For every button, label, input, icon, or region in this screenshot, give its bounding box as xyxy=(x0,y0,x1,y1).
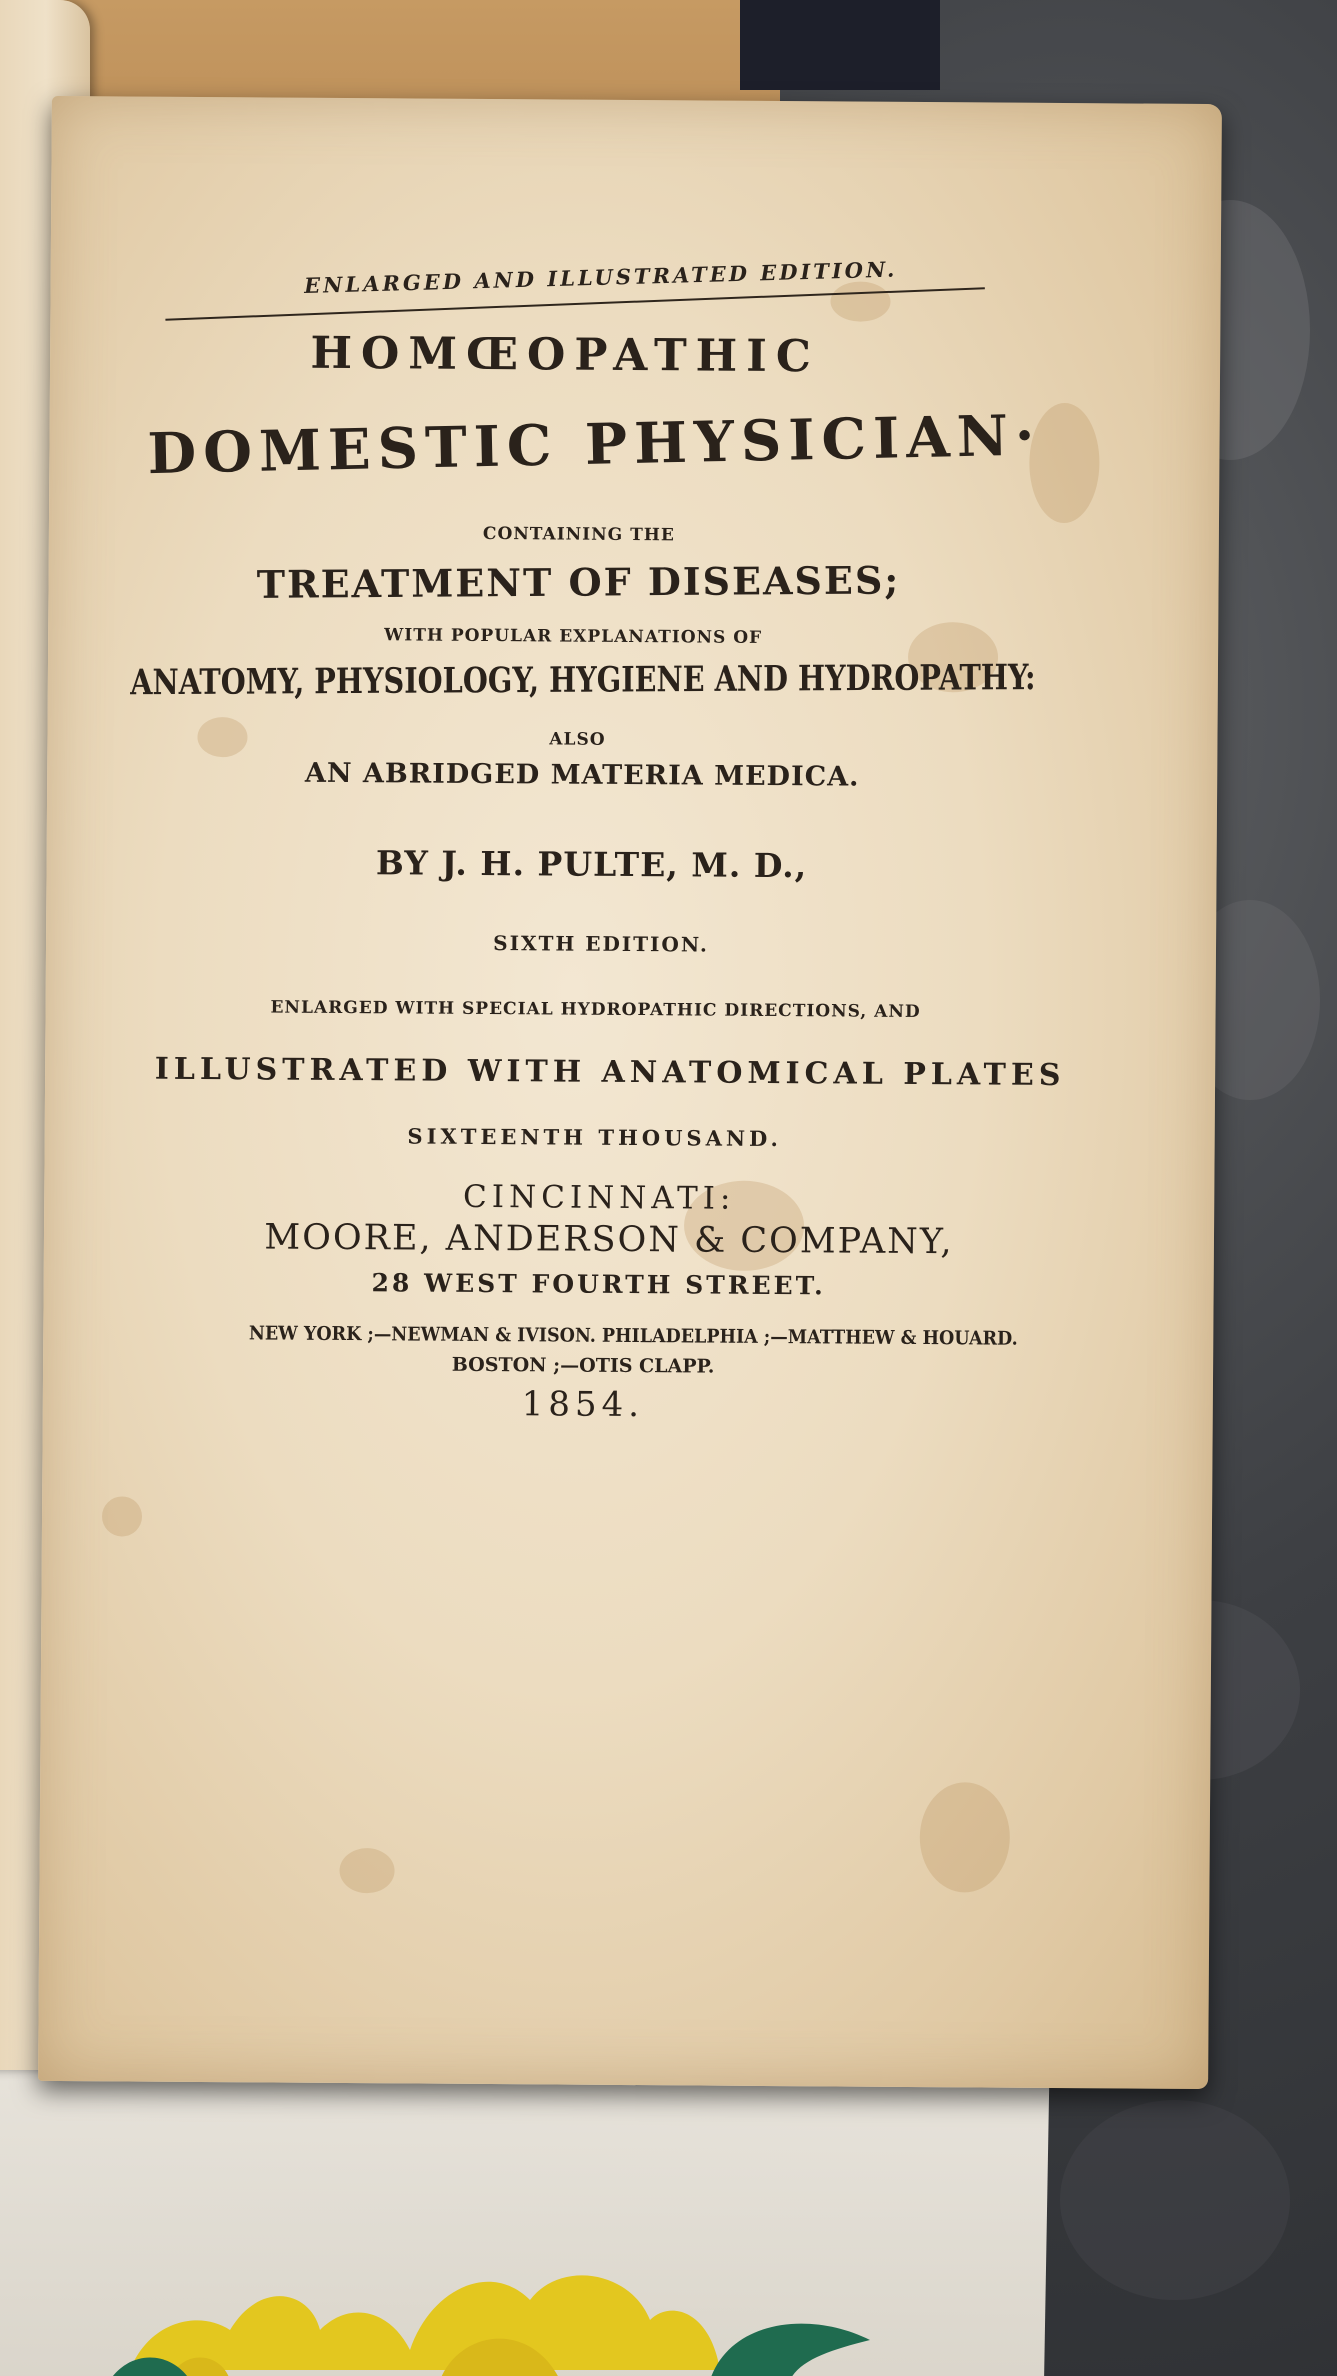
also-text: ALSO xyxy=(549,729,606,750)
foxing-stain xyxy=(102,1496,142,1536)
print-run-text: SIXTEENTH THOUSAND. xyxy=(407,1123,782,1152)
illustrated-text: ILLUSTRATED WITH ANATOMICAL PLATES xyxy=(154,1051,1066,1094)
treatment-text: TREATMENT OF DISEASES; xyxy=(256,557,901,607)
foxing-stain xyxy=(339,1848,394,1893)
enlarged-text: ENLARGED WITH SPECIAL HYDROPATHIC DIRECTIONS, AND xyxy=(270,997,921,1023)
agents-line-2: BOSTON ;—OTIS CLAPP. xyxy=(451,1353,715,1378)
edition-line: SIXTH EDITION. xyxy=(493,931,709,957)
marble-texture xyxy=(1060,2100,1290,2300)
containing-text: CONTAINING THE xyxy=(482,523,675,546)
author-line: BY J. H. PULTE, M. D., xyxy=(375,843,808,886)
booklet-floral-ornament xyxy=(110,2200,930,2376)
foxing-stain xyxy=(830,281,890,321)
edition-banner: ENLARGED AND ILLUSTRATED EDITION. xyxy=(303,256,898,299)
publication-year: 1854. xyxy=(521,1384,645,1426)
agents-line-1: NEW YORK ;—NEWMAN & IVISON. PHILADELPHIA ;—MATTHEW & HOUARD. xyxy=(248,1322,1018,1350)
anatomy-text: ANATOMY, PHYSIOLOGY, HYGIENE AND HYDROPATHY: xyxy=(130,657,1036,704)
publisher-address: 28 WEST FOURTH STREET. xyxy=(371,1268,826,1301)
publisher-city: CINCINNATI: xyxy=(462,1178,736,1217)
foxing-stain xyxy=(919,1782,1010,1893)
book-title-sub: DOMESTIC PHYSICIAN· xyxy=(146,402,1043,488)
book-title-main: HOMŒOPATHIC xyxy=(310,327,821,383)
popular-text: WITH POPULAR EXPLANATIONS OF xyxy=(384,625,763,648)
abridged-text: AN ABRIDGED MATERIA MEDICA. xyxy=(304,757,860,793)
title-page xyxy=(38,96,1222,2089)
dark-book-cover xyxy=(740,0,940,90)
publisher-name: MOORE, ANDERSON & COMPANY, xyxy=(264,1217,954,1263)
